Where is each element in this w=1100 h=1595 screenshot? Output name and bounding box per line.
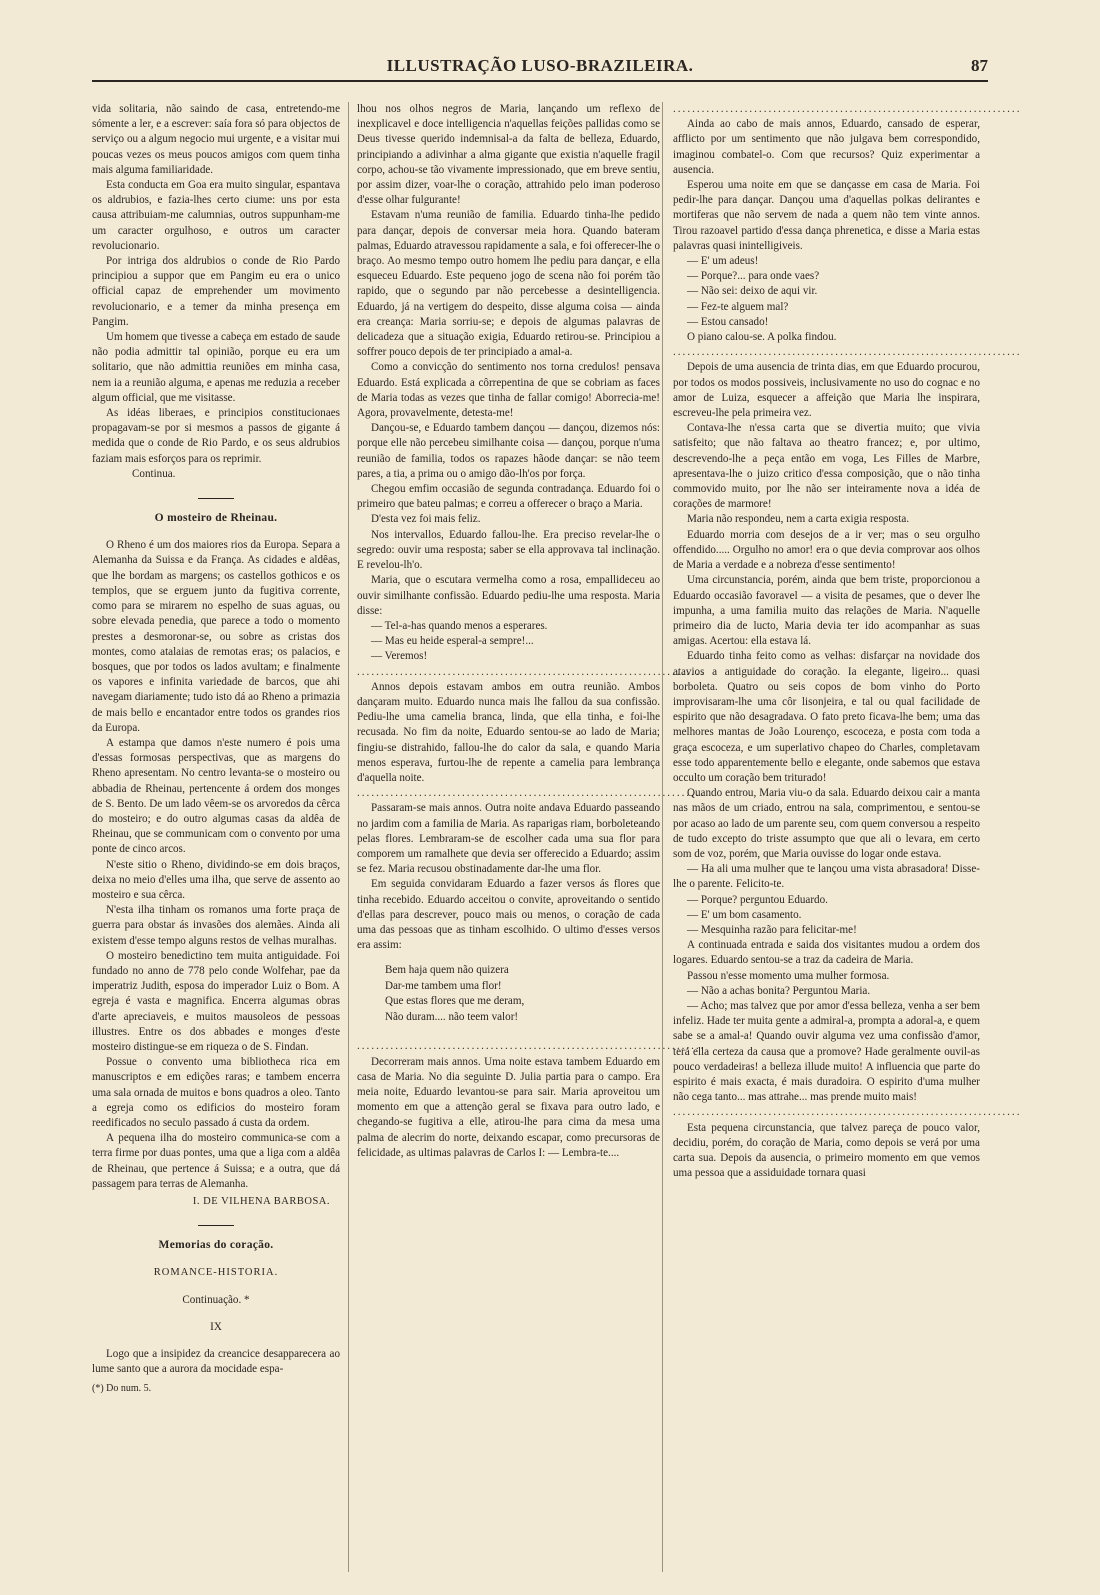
paragraph: Esta conducta em Goa era muito singular, espantava os aldrubios, e fazia-lhes certo ciume: uns por esta causa attribuiam-me calumnias, outros suppunham-me um caracter orgulhoso, e outros um caracter revolucionario. bbox=[92, 179, 340, 252]
dialogue-line: — Fez-te alguem mal? bbox=[687, 300, 789, 313]
section-title-memorias: Memorias do coração. bbox=[158, 1239, 274, 1252]
paragraph: Maria, que o escutara vermelha como a rosa, empallideceu ao ouvir similhante confissão. Eduardo pediu-lhe uma resposta. Maria disse: bbox=[357, 574, 660, 617]
ellipsis-separator: ......................................................................... bbox=[673, 346, 1022, 359]
paragraph: N'este sitio o Rheno, dividindo-se em dois braços, deixa no meio d'elles uma ilha, que serve de assento ao mosteiro e sua cêrca. bbox=[92, 858, 340, 901]
verse-line: Que estas flores que me deram, bbox=[385, 995, 525, 1008]
dialogue-line: — Mesquinha razão para felicitar-me! bbox=[687, 923, 857, 936]
dialogue-line: — Veremos! bbox=[371, 650, 428, 663]
paragraph: Ainda ao cabo de mais annos, Eduardo, cansado de esperar, afflicto por um sentimento que não julgava bem correspondido, imaginou combatel-o. Com que recursos? Quiz experimentar a ausencia. bbox=[673, 118, 980, 176]
paragraph: A estampa que damos n'este numero é pois uma d'essas formosas perspectivas, que as margens do Rheno apresentam. No centro levanta-se o mosteiro ou abbadia de Rheinau, pertencente á ordem dos monges de S. Bento. De um lado vêem-se os arvoredos da cêrca do mosteiro; e do outro algumas casas da aldêa de Rheinau, que se communicam com o convento por uma ponte de cinco arcos. bbox=[92, 736, 340, 856]
paragraph: Um homem que tivesse a cabeça em estado de saude não podia admittir tal opinião, porque eu era um solitario, que não admittia reuniões em minha casa, nem ia a reunião alguma, e apenas me reduzia a receber algum official, que me visitasse. bbox=[92, 331, 340, 404]
paragraph: Nos intervallos, Eduardo fallou-lhe. Era preciso revelar-lhe o segredo: ouvir uma resposta; saber se ella approvava tal inclinação. E revelou-lh'o. bbox=[357, 528, 660, 572]
verse-line: Bem haja quem não quizera bbox=[385, 964, 509, 977]
paragraph: Em seguida convidaram Eduardo a fazer versos ás flores que tinha recebido. Eduardo acceitou o convite, aproveitando o sentido d'ellas para descrever, pouco mais ou menos, o coração de cada uma das pessoas que as tinham escolhido. O ultimo d'esses versos era assim: bbox=[357, 878, 660, 952]
column-3 bbox=[662, 102, 1022, 1572]
paragraph: Decorreram mais annos. Uma noite estava tambem Eduardo em casa de Maria. No dia seguinte D. Julia partia para o campo. Era meia noite, Eduardo levantou-se para sair. Maria aproveitou um momento em que a attenção geral se fixava para outro lado, e chegando-se fugitiva a elle, atirou-lhe para cima da mesa uma palma de alecrim do norte, deixando escapar, como precursoras de felicidade, as ultimas palavras de Carlos I: — Lembra-te.... bbox=[357, 1055, 660, 1159]
paragraph: Uma circunstancia, porém, ainda que bem triste, proporcionou a Eduardo occasião favoravel — a visita de pesames, que o dever lhe impunha, a uma familia muito das relações de Maria. N'aquelle primeiro dia de lucto, Maria devia ter ido acompanhar as suas amigas. Acertou: ella estava lá. bbox=[673, 574, 980, 648]
paragraph: Esperou uma noite em que se dançasse em casa de Maria. Foi pedir-lhe para dançar. Dançou uma d'aquellas polkas delirantes e mortiferas que não servem de nada a quem não tem vinte annos. Tirou razoavel partido d'essa dança phrenetica, e disse a Maria estas palavras quasi inintelligiveis. bbox=[673, 179, 980, 252]
paragraph: Chegou emfim occasião de segunda contradança. Eduardo foi o primeiro que bateu palmas; e correu a offerecer o braço a Maria. bbox=[357, 483, 660, 511]
paragraph: O piano calou-se. A polka findou. bbox=[687, 331, 837, 344]
author-signature: I. DE VILHENA BARBOSA. bbox=[192, 1196, 330, 1208]
paragraph: Annos depois estavam ambos em outra reunião. Ambos dançaram muito. Eduardo nunca mais lhe fallou da sua confissão. Pediu-lhe uma camelia branca, linda, que ella tinha, e foi-lhe recusada. No fim da noite, Eduardo sentou-se ao lado de Maria; fingiu-se distrahido, fallou-lhe do calor da sala, e quando Maria menos esperava, furtou-lhe de repente a camelia para lembrança d'aquella noite. bbox=[357, 680, 660, 784]
paragraph: O Rheno é um dos maiores rios da Europa. Separa a Alemanha da Suissa e da França. As cidades e aldêas, que lhe bordam as margens; os castellos gothicos e os templos, que se erguem junto da fugitiva corrente, como para se mirarem no espelho de suas aguas, ou sobre elevada penedia, que parece a todo o momento prestes a desmoronar-se, ou sobre as cristas dos montes, como atalaias de remotas eras; os palacios, e bosques, que por todos os lados avultam; e finalmente os vapores e infinita variedade de barcos, que ahi navegam diariamente; tudo isto dá ao Rheno a primazia de mais bello e encantador entre todos os grandes rios da Europa. bbox=[92, 539, 340, 734]
ellipsis-separator: ......................................................................... bbox=[673, 103, 1022, 115]
paragraph: lhou nos olhos negros de Maria, lançando um reflexo de inexplicavel e doce intelligencia n'aquellas feições pallidas como se Deus tivesse querido indemnisal-a da falta de belleza, Eduardo, principiando a adivinhar a alma gigante que existia n'aquelle fragil corpo, achou-se tão vivamente impressionado, que em breve sentiu, por assim dizer, voar-lhe o coração, attrahido pelo iman poderoso d'esse olhar fulgurante! bbox=[357, 103, 660, 207]
paragraph: Passou n'esse momento uma mulher formosa. bbox=[687, 969, 890, 982]
section-divider bbox=[198, 498, 234, 499]
dialogue-line: — E' um bom casamento. bbox=[687, 908, 802, 921]
paragraph: vida solitaria, não saindo de casa, entretendo-me sómente a ler, e a escrever: saía fora só para objectos de serviço ou a algum negocio mui urgente, e a visitar mui poucas vezes os meus poucos amigos com quem tinha mais alguma familiaridade. bbox=[92, 103, 340, 176]
ellipsis-separator: ......................................................................... bbox=[357, 787, 706, 800]
paragraph: Possue o convento uma bibliotheca rica em manuscriptos e em edições raras; e tambem encerra uma sala ornada de muitos e bons quadros a oleo. Tanto a egreja como os edificios do mosteiro foram reedificados no seculo passado á custa da ordem. bbox=[92, 1056, 340, 1129]
verse-line: Dar-me tambem uma flor! bbox=[385, 979, 502, 992]
poem-verse bbox=[385, 963, 660, 1025]
page-header bbox=[92, 54, 988, 82]
paragraph: Eduardo tinha feito como as velhas: disfarçar na novidade dos atavios a antiguidade do coração. Ia elegante, ligeiro... quasi borboleta. Quatro ou seis copos de bom vinho do Porto improvisaram-lhe uma côr lisonjeira, e tal ou qual facilidade de espirito que não desagradava. O fato preto ficava-lhe bem; uma das melhores mantas de João Lourenço, escoceza, e posta com toda a graça escoceza, e um superlativo chapeo do Charles, completavam esse todo apparentemente bello e elegante, onde sabemos que estava occulto um coração bem triturado! bbox=[673, 650, 980, 784]
dialogue-line: — Porque? perguntou Eduardo. bbox=[687, 893, 828, 906]
paragraph: Como a convicção do sentimento nos torna credulos! pensava Eduardo. Está explicada a côrrepentina de que se cobriam as faces de Maria todas as vezes que tinha de fallar comigo! Aborrecia-me! Agora, provavelmente, detesta-me! bbox=[357, 361, 660, 420]
continua-label: Continua. bbox=[132, 467, 176, 480]
dialogue-line: — Não a achas bonita? Perguntou Maria. bbox=[687, 984, 871, 997]
text-columns bbox=[92, 102, 1022, 1572]
paragraph: N'esta ilha tinham os romanos uma forte praça de guerra para obstar ás invasões dos alemães. Ainda ali existem d'esse tempo alguns restos de velhas muralhas. bbox=[92, 904, 340, 947]
verse-line: Não duram.... não teem valor! bbox=[385, 1010, 519, 1023]
dialogue-line: — Ha ali uma mulher que te lançou uma vista abrasadora! Disse-lhe o parente. Felicito-te. bbox=[673, 863, 980, 891]
dialogue-line: — Estou cansado! bbox=[687, 315, 769, 328]
paragraph: O mosteiro benedictino tem muita antiguidade. Foi fundado no anno de 778 pelo conde Wolfehar, pae da imperatriz Judith, esposa do imperador Luiz o Bom. A egreja é vasta e magnifica. Encerra algumas obras d'arte apreciaveis, e muitos mausoleos de pessoas illustres. Entre os dos abbades e monges d'este mosteiro distingue-se em riqueza o de S. Findan. bbox=[92, 949, 340, 1053]
paragraph: A continuada entrada e saida dos visitantes mudou a ordem dos logares. Eduardo sentou-se a traz da cadeira de Maria. bbox=[673, 939, 980, 967]
paragraph: Depois de uma ausencia de trinta dias, em que Eduardo procurou, por todos os modos possiveis, inclusivamente no uso do cognac e no amor de Luiza, esquecer a affeição que Maria lhe inspirara, escreveu-lhe pela primeira vez. bbox=[673, 361, 980, 420]
column-1 bbox=[92, 102, 340, 1572]
dialogue-line: — Não sei: deixo de aqui vir. bbox=[687, 285, 818, 298]
paragraph: D'esta vez foi mais feliz. bbox=[371, 513, 481, 526]
paragraph: Dançou-se, e Eduardo tambem dançou — dançou, dizemos nós: porque elle não percebeu similhante coisa — dançou, porque n'uma reunião de familia, todos os rapazes hãode dançar: se não teem pares, a tia, a prima ou o amigo dão-lh'os por força. bbox=[357, 422, 660, 480]
ellipsis-separator: ......................................................................... bbox=[357, 665, 706, 678]
dialogue-line: — Acho; mas talvez que por amor d'essa belleza, venha a ser bem infeliz. Hade ter muita gente a admiral-a, prompta a adoral-a, e quem sabe se a amal-a! Quando ouvir alguma vez uma confissão d'amor, terá ella certeza da causa que a promove? Hade geralmente ouvil-as pouco verdadeiras! a belleza illude muito! A influencia que parte do espirito é mais exacta, é mais duradoira. O espirito d'uma mulher não cega tanto... mas attrahe... mas prende muito mais! bbox=[673, 999, 980, 1104]
ellipsis-separator: ......................................................................... bbox=[673, 1106, 1022, 1119]
paragraph: Passaram-se mais annos. Outra noite andava Eduardo passeando no jardim com a familia de Maria. As raparigas riam, borboleteando pelas flores. Lembraram-se de escolher cada uma sua flor para comporem um ramalhete que devia ser offerecido a Eduardo; assim se fez. Maria recusou obstinadamente dar-lhe uma flor. bbox=[357, 802, 660, 876]
paragraph: Contava-lhe n'essa carta que se divertia muito; que vivia satisfeito; que não faltava ao theatro francez; e, por ultimo, descrevendo-lhe a peça então em voga, Les Filles de Marbre, apresentava-lhe o juizo critico d'essa composição, que o não tinha commovido muito, por lhe não ser inteiramente nova a idéa de corações de marmore! bbox=[673, 422, 980, 511]
dialogue-line: — Tel-a-has quando menos a esperares. bbox=[371, 619, 548, 632]
paragraph: Por intriga dos aldrubios o conde de Rio Pardo principiou a suppor que em Pangim eu era o unico official capaz de emprehender um movimento revolucionario, e a temer da minha presença em Pangim. bbox=[92, 255, 340, 328]
paragraph: A pequena ilha do mosteiro communica-se com a terra firme por duas pontes, uma que a liga com a aldêa de Rheinau, que pertence á Suissa; e a outra, que dá passagem para terras de Alemanha. bbox=[92, 1132, 340, 1190]
paragraph: As idéas liberaes, e principios constitucionaes propagavam-se por si mesmos a passos de gigante á medida que o conde de Rio Pardo, e os seus aldrubios faziam mais esforços para os reprimir. bbox=[92, 407, 340, 465]
paragraph: Logo que a insipidez da creancice desapparecera ao lume santo que a aurora da mocidade espa- bbox=[92, 1348, 340, 1376]
ellipsis-separator: ......................................................................... bbox=[357, 1040, 706, 1053]
paragraph: Esta pequena circunstancia, que talvez pareça de pouco valor, decidiu, porém, do coração de Maria, como depois se verá por uma carta sua. Depois da ausencia, o primeiro momento em que vemos uma pessoa que a assiduidade tornara quasi bbox=[673, 1121, 980, 1180]
paragraph: Quando entrou, Maria viu-o da sala. Eduardo deixou cair a manta nas mãos de um criado, entrou na sala, comprimentou, e sentou-se por acaso ao lado de um parente seu, com quem conversou a respeito de tudo excepto do triste assumpto que que ali o levara, em certo som de voz, porém, que Maria ouvisse do logar onde estava. bbox=[673, 787, 980, 860]
publication-title: ILLUSTRAÇÃO LUSO-BRAZILEIRA. bbox=[386, 56, 694, 75]
section-divider bbox=[198, 1225, 234, 1226]
column-2 bbox=[348, 102, 706, 1572]
page-number: 87 bbox=[971, 56, 988, 75]
dialogue-line: — E' um adeus! bbox=[687, 255, 759, 268]
paragraph: Eduardo morria com desejos de a ir ver; mas o seu orgulho offendido..... Orgulho no amor! era o que devia comprovar aos olhos de Maria a verdade e a nobreza d'esse sentimento! bbox=[673, 528, 980, 572]
footnote: (*) Do num. 5. bbox=[92, 1383, 152, 1395]
chapter-number: IX bbox=[210, 1320, 222, 1333]
section-subtitle: ROMANCE-HISTORIA. bbox=[153, 1267, 279, 1279]
paragraph: Maria não respondeu, nem a carta exigia resposta. bbox=[687, 513, 910, 526]
continuation-label: Continuação. * bbox=[182, 1293, 250, 1306]
dialogue-line: — Porque?... para onde vaes? bbox=[687, 270, 820, 283]
section-title-mosteiro: O mosteiro de Rheinau. bbox=[154, 512, 278, 525]
paragraph: Estavam n'uma reunião de familia. Eduardo tinha-lhe pedido para dançar, depois de conversar meia hora. Quando bateram palmas, Eduardo atravessou rapidamente a sala, e foi offerecer-lhe o braço. Ao mesmo tempo outro homem lhe pediu para dançar, e ella esqueceu Eduardo. Este pequeno jogo de scena não foi porém tão rapido, que o segundo par não percebesse a desintelligencia. Eduardo, já na vertigem do despeito, disse alguma coisa — ainda era creança: Maria sorriu-se; e depois de algumas palavras de delicadeza que a situação exigia, Eduardo retirou-se. Principiou a soffrer pouco depois de ter principiado a amal-a. bbox=[357, 209, 660, 359]
dialogue-line: — Mas eu heide esperal-a sempre!... bbox=[371, 635, 534, 648]
